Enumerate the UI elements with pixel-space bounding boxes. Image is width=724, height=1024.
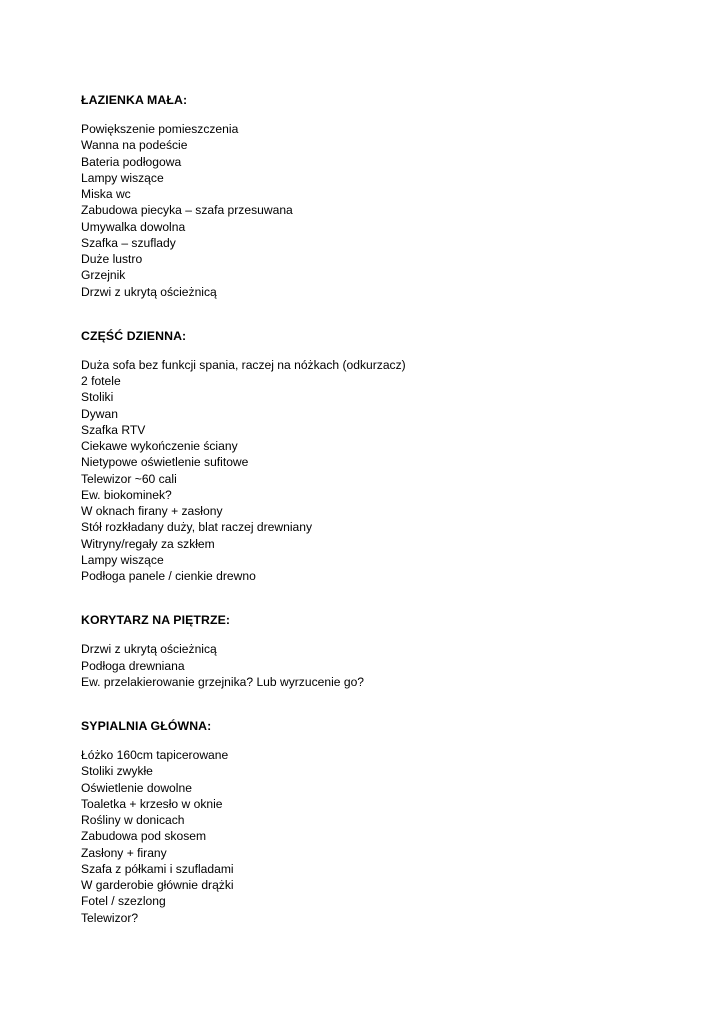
item-list bbox=[81, 747, 724, 926]
list-item: Wanna na podeście bbox=[81, 138, 188, 153]
list-item: Witryny/regały za szkłem bbox=[81, 536, 215, 551]
list-item: W garderobie głównie drążki bbox=[81, 878, 234, 892]
section-title: CZĘŚĆ DZIENNA: bbox=[81, 328, 187, 343]
list-item: Fotel / szezlong bbox=[81, 894, 166, 909]
list-item: Ew. przelakierowanie grzejnika? Lub wyrzucenie go? bbox=[81, 674, 365, 689]
list-item: Szafka RTV bbox=[81, 422, 146, 437]
list-item: Stoliki bbox=[81, 390, 114, 405]
section-sypialnia-glowna bbox=[81, 718, 724, 926]
section-lazienka-mala bbox=[81, 92, 724, 300]
section-title: KORYTARZ NA PIĘTRZE: bbox=[81, 613, 231, 628]
list-item: Nietypowe oświetlenie sufitowe bbox=[81, 455, 249, 470]
item-list bbox=[81, 121, 724, 300]
item-list bbox=[81, 641, 724, 690]
list-item: W oknach firany + zasłony bbox=[81, 504, 223, 518]
list-item: Zabudowa piecyka – szafa przesuwana bbox=[81, 203, 293, 218]
list-item: Rośliny w donicach bbox=[81, 813, 185, 827]
list-item: Umywalka dowolna bbox=[81, 219, 186, 234]
list-item: Bateria podłogowa bbox=[81, 154, 182, 169]
list-item: Zasłony + firany bbox=[81, 845, 167, 860]
list-item: Lampy wiszące bbox=[81, 552, 164, 567]
list-item: Podłoga drewniana bbox=[81, 658, 185, 673]
list-item: Lampy wiszące bbox=[81, 170, 164, 185]
list-item: Szafka – szuflady bbox=[81, 235, 176, 250]
list-item: 2 fotele bbox=[81, 374, 121, 388]
list-item: Telewizor ~60 cali bbox=[81, 471, 177, 486]
list-item: Stoliki zwykłe bbox=[81, 764, 153, 779]
list-item: Ciekawe wykończenie ściany bbox=[81, 439, 238, 453]
section-korytarz-na-pietrze bbox=[81, 612, 724, 690]
list-item: Grzejnik bbox=[81, 268, 126, 283]
list-item: Duże lustro bbox=[81, 252, 143, 266]
list-item: Łóżko 160cm tapicerowane bbox=[81, 748, 229, 762]
section-title: ŁAZIENKA MAŁA: bbox=[81, 93, 188, 107]
list-item: Drzwi z ukrytą ościeżnicą bbox=[81, 642, 217, 657]
list-item: Dywan bbox=[81, 406, 118, 421]
list-item: Podłoga panele / cienkie drewno bbox=[81, 569, 256, 583]
list-item: Telewizor? bbox=[81, 910, 139, 925]
list-item: Oświetlenie dowolne bbox=[81, 780, 192, 795]
list-item: Zabudowa pod skosem bbox=[81, 829, 207, 844]
list-item: Toaletka + krzesło w oknie bbox=[81, 796, 223, 811]
list-item: Duża sofa bez funkcji spania, raczej na nóżkach (odkurzacz) bbox=[81, 357, 406, 372]
list-item: Szafa z półkami i szufladami bbox=[81, 861, 234, 876]
list-item: Stół rozkładany duży, blat raczej drewniany bbox=[81, 520, 313, 535]
item-list bbox=[81, 357, 724, 585]
section-czesc-dzienna bbox=[81, 328, 724, 585]
list-item: Ew. biokominek? bbox=[81, 487, 172, 502]
list-item: Miska wc bbox=[81, 187, 131, 201]
section-title: SYPIALNIA GŁÓWNA: bbox=[81, 719, 212, 733]
list-item: Powiększenie pomieszczenia bbox=[81, 122, 239, 136]
list-item: Drzwi z ukrytą ościeżnicą bbox=[81, 284, 217, 299]
